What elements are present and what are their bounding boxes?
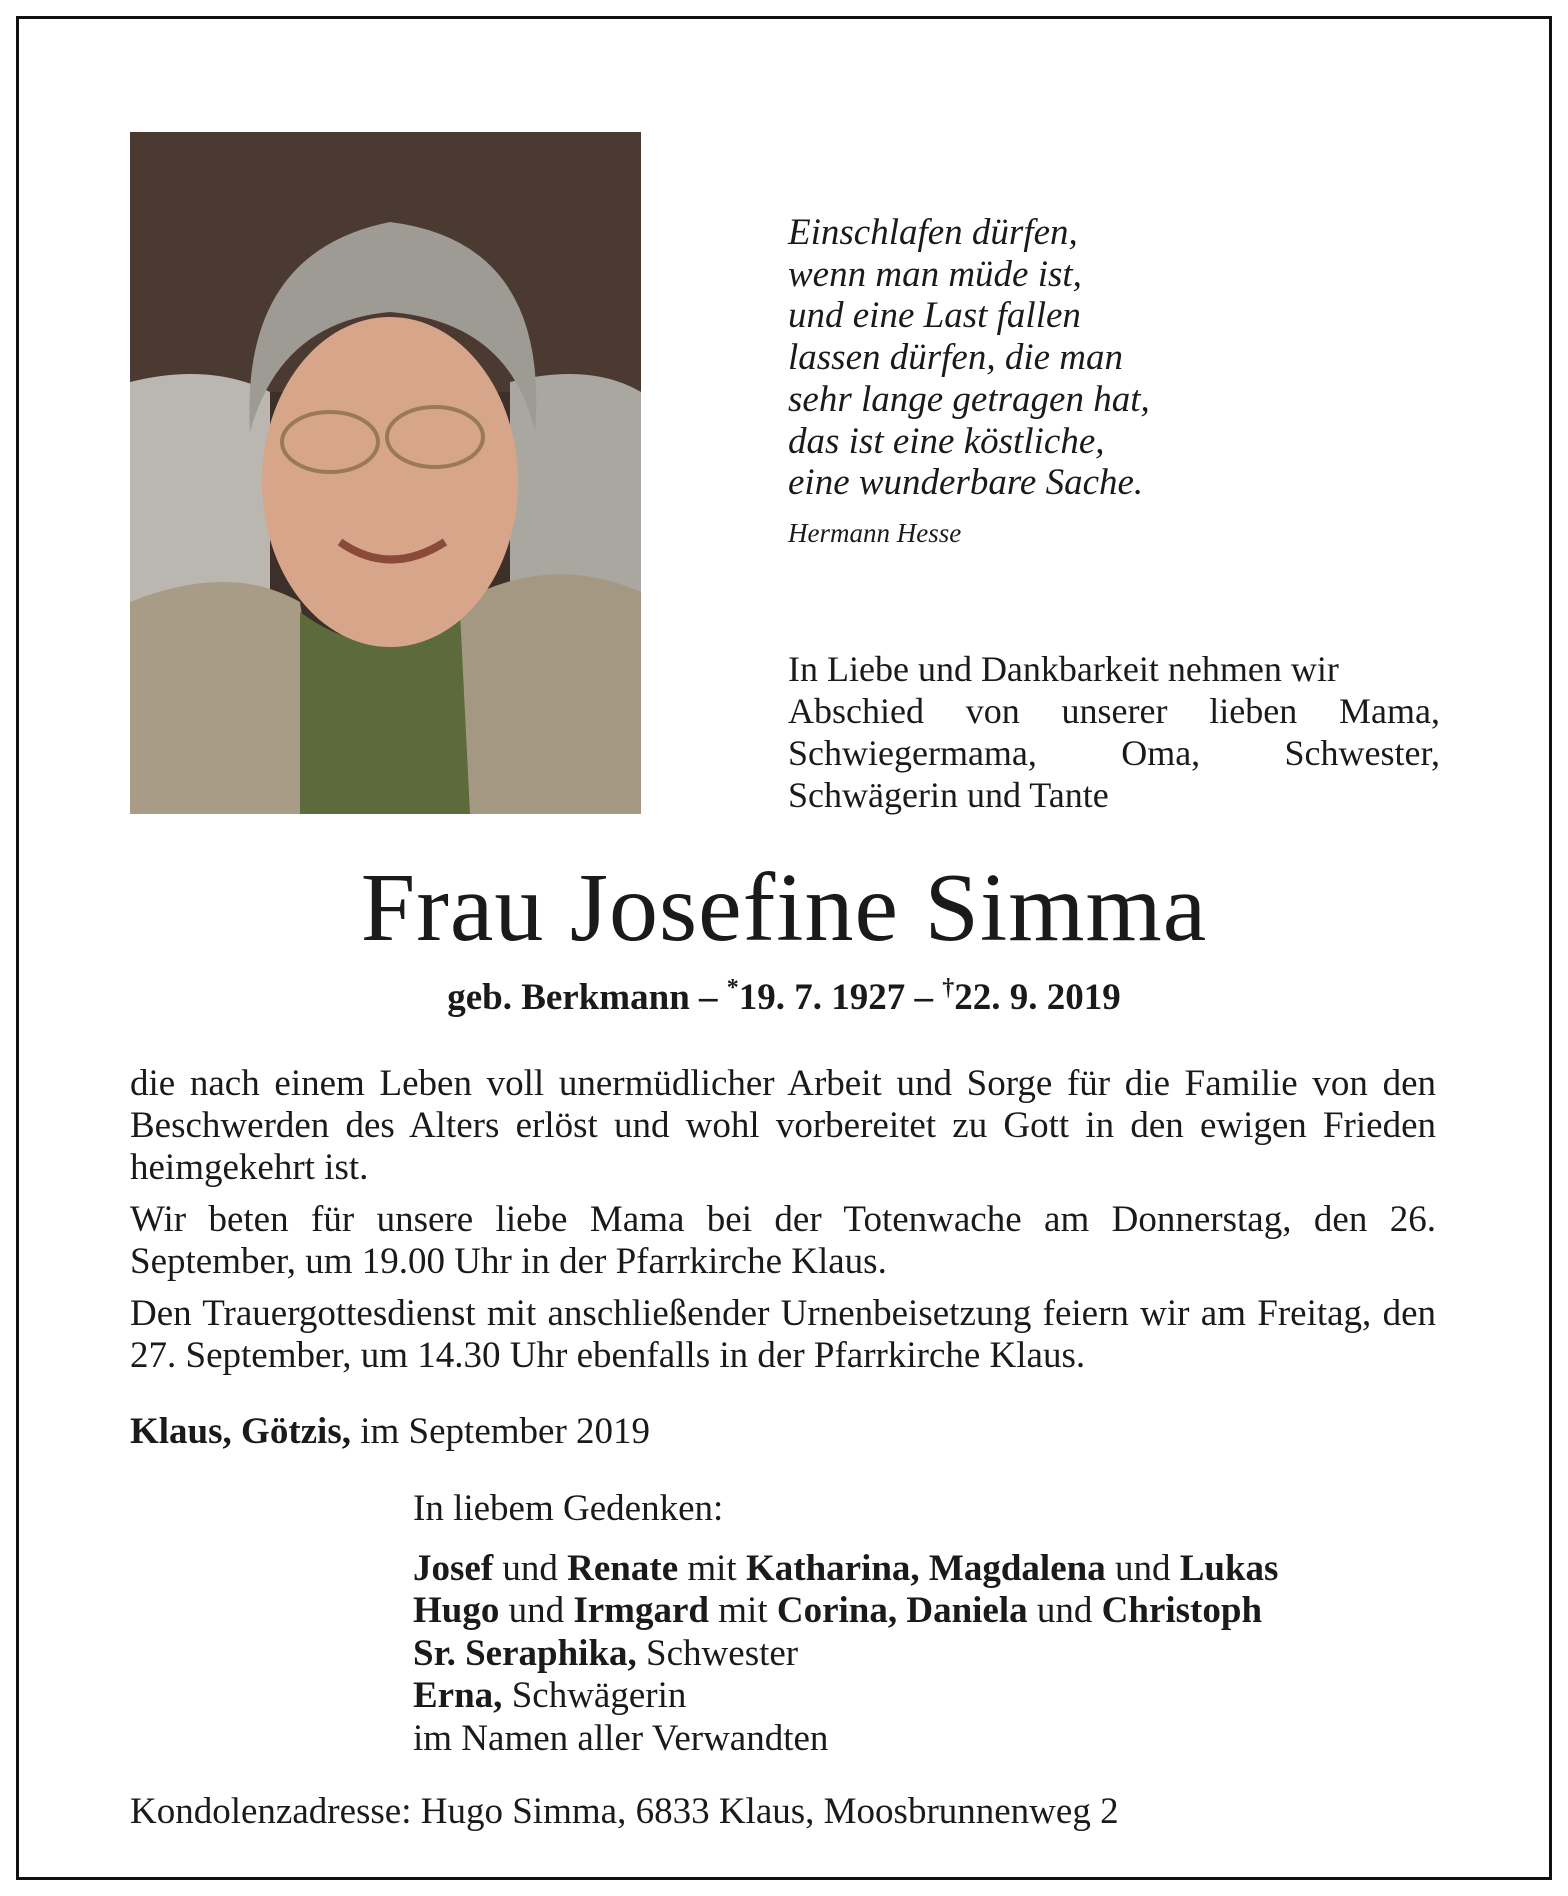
portrait-illustration (130, 132, 641, 814)
mourners-list (413, 1488, 1453, 1760)
mourner-name: Erna, (413, 1675, 503, 1716)
obituary-body (130, 1063, 1436, 1387)
poem-line: lassen dürfen, die man (788, 337, 1124, 379)
intro-line (788, 690, 1440, 732)
mourner-relation: Schwägerin (511, 1675, 687, 1716)
mourner-name: Corina, Daniela (776, 1590, 1028, 1631)
mourner-row (413, 1548, 1453, 1591)
place-locations: Klaus, Götzis, (130, 1411, 351, 1452)
poem-line: eine wunderbare Sache. (788, 462, 1144, 504)
condolence-address: Kondolenzadresse: Hugo Simma, 6833 Klaus, Moosbrunnenweg 2 (130, 1791, 1119, 1832)
poem (788, 212, 1348, 504)
intro-line: In Liebe und Dankbarkeit nehmen wir (788, 649, 1339, 689)
conjunction: mit (718, 1590, 768, 1631)
conjunction: und (502, 1547, 558, 1589)
intro-word: lieben (1209, 691, 1298, 731)
place-date (130, 1410, 650, 1453)
conjunction: und (508, 1590, 565, 1631)
conjunction: und (1036, 1590, 1093, 1631)
mourner-row (413, 1590, 1453, 1633)
mourner-name: Christoph (1101, 1590, 1263, 1631)
intro-word: Mama, (1339, 691, 1440, 731)
poem-line: Einschlafen dürfen, (788, 212, 1078, 253)
mourners-heading: In liebem Gedenken: (413, 1488, 724, 1529)
mourner-row (413, 1633, 1453, 1676)
portrait-photo (130, 132, 641, 814)
conjunction: mit (687, 1547, 737, 1589)
poem-line: das ist eine köstliche, (788, 420, 1105, 462)
intro-word: Oma, (1121, 733, 1201, 773)
body-paragraph: Den Trauergottesdienst mit anschließender Urnenbeisetzung feiern wir am Freitag, den 27. September, um 14.30 Uhr ebenfalls in der Pfarrkirche Klaus. (130, 1293, 1436, 1376)
birth-date: 19. 7. 1927 (738, 977, 906, 1018)
birth-symbol: * (726, 975, 739, 1001)
life-dates (0, 975, 1568, 1019)
body-paragraph: die nach einem Leben voll unermüdlicher Arbeit und Sorge für die Familie von den Beschwerden des Alters erlöst und wohl vorbereitet zu Gott in den ewigen Frieden heimgekehrt ist. (130, 1063, 1436, 1188)
mourner-row: im Namen aller Verwandten (413, 1717, 829, 1759)
poem-line: wenn man müde ist, (788, 253, 1082, 295)
intro-word: Schwiegermama, (788, 733, 1037, 773)
conjunction: und (1114, 1547, 1171, 1589)
intro-word: von (965, 691, 1020, 731)
place-month: im September 2019 (360, 1411, 651, 1452)
intro-word: Abschied (788, 691, 924, 731)
poem-line: sehr lange getragen hat, (788, 378, 1150, 420)
death-symbol: † (942, 975, 955, 1001)
intro-line: Schwägerin und Tante (788, 775, 1109, 815)
intro-text (788, 648, 1440, 816)
mourner-name: Lukas (1179, 1547, 1279, 1589)
mourner-name: Sr. Seraphika, (413, 1632, 637, 1674)
mourner-name: Josef (413, 1547, 494, 1589)
mourner-name: Hugo (413, 1590, 500, 1631)
intro-word: unserer (1061, 691, 1168, 731)
separator: – (699, 977, 718, 1018)
mourner-relation: Schwester (646, 1632, 799, 1674)
mourner-name: Irmgard (573, 1590, 710, 1631)
mourner-row (413, 1675, 1453, 1718)
intro-line (788, 732, 1440, 774)
death-date: 22. 9. 2019 (954, 977, 1121, 1018)
poem-author: Hermann Hesse (788, 518, 962, 548)
mourner-name: Renate (567, 1547, 679, 1589)
separator: – (914, 977, 934, 1018)
mourner-name: Katharina, Magdalena (745, 1547, 1106, 1589)
body-paragraph: Wir beten für unsere liebe Mama bei der Totenwache am Donnerstag, den 26. September, um 19.00 Uhr in der Pfarrkirche Klaus. (130, 1199, 1436, 1282)
deceased-name: Frau Josefine Simma (360, 854, 1208, 962)
birth-name: geb. Berkmann (447, 977, 690, 1018)
intro-word: Schwester, (1284, 733, 1440, 773)
poem-line: und eine Last fallen (788, 295, 1081, 337)
